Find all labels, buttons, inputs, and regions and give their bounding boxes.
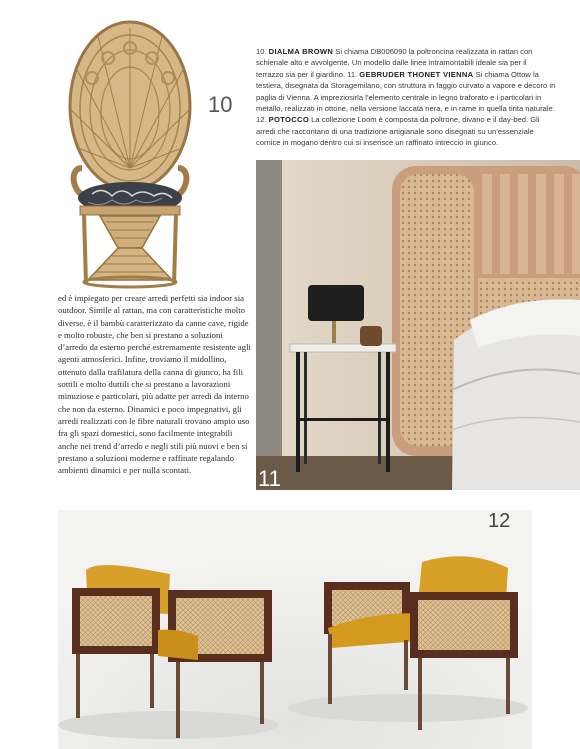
caption-fragment: 10. xyxy=(256,47,269,56)
image-number-11: 11 xyxy=(258,466,281,491)
caption-brand-gebruder-thonet-vienna: GEBRUDER THONET VIENNA xyxy=(359,69,474,79)
rattan-peacock-chair-photo xyxy=(58,18,208,290)
image-captions xyxy=(256,46,556,149)
caption-brand-potocco: POTOCCO xyxy=(268,115,310,125)
article-body-text: ed è impiegato per creare arredi perfetti sia indoor sia outdoor. Simile al rattan, ma con caratteristiche molto diverse, è il bambù caratterizzato da canne cave, rigide e molto robuste, che ben si prestano a soluzioni d’arredo da esterno perché estremamente resistente agli agenti atmosferici. Infine, troviamo il midollino, ottenuto dalla trafilatura della canna di giunco, ha fili sottili e molto duttili che si prestano a lavorazioni minuziose e particolari, più adatte per arredi da interno che non da esterno. Dinamici e poco impegnativi, gli arredi realizzati con le fibre naturali trovano ampio uso fra gli spazi domestici, sono facilmente integrabili anche nei trend d’arredo e negli stili più nuovi e ben si prestano a soluzioni moderne e raffinate regalando ambienti dinamici e per nulla scontati. xyxy=(58,293,251,476)
caption-fragment: La collezione Loom è composta da poltrone, divano e il day-bed. Gli arredi che raccontano di una tradizione artigianale sono disegnati su un’essenziale cornice in mogano dentro cui si inserisce un raffinato intreccio in giunco. xyxy=(256,115,540,148)
loom-armchairs-photo xyxy=(58,510,532,749)
caption-fragment: Si chiama DB006090 la poltroncina realizzata in rattan con schienale alto e avvolgente. Un modello dalle linee intramontabili ideale sia per il terrazzo sia per il giardino. 11. xyxy=(256,47,533,79)
caption-brand-dialma-brown: DIALMA BROWN xyxy=(268,47,334,56)
caption-fragment: Si chiama Ottow la testiera, disegnata da Storagemilano, con struttura in faggio curvato a vapore e decoro in paglia di Vienna. A impreziosirla l’elemento centrale in legno traforato e i particolari in metallo, realizzati in ottone, nella versione laccata nera, e in rame in quella tinta naturale. 12. xyxy=(256,69,556,125)
bedroom-headboard-photo xyxy=(256,160,580,490)
image-number-10: 10 xyxy=(208,92,233,117)
image-number-12: 12 xyxy=(488,510,511,532)
